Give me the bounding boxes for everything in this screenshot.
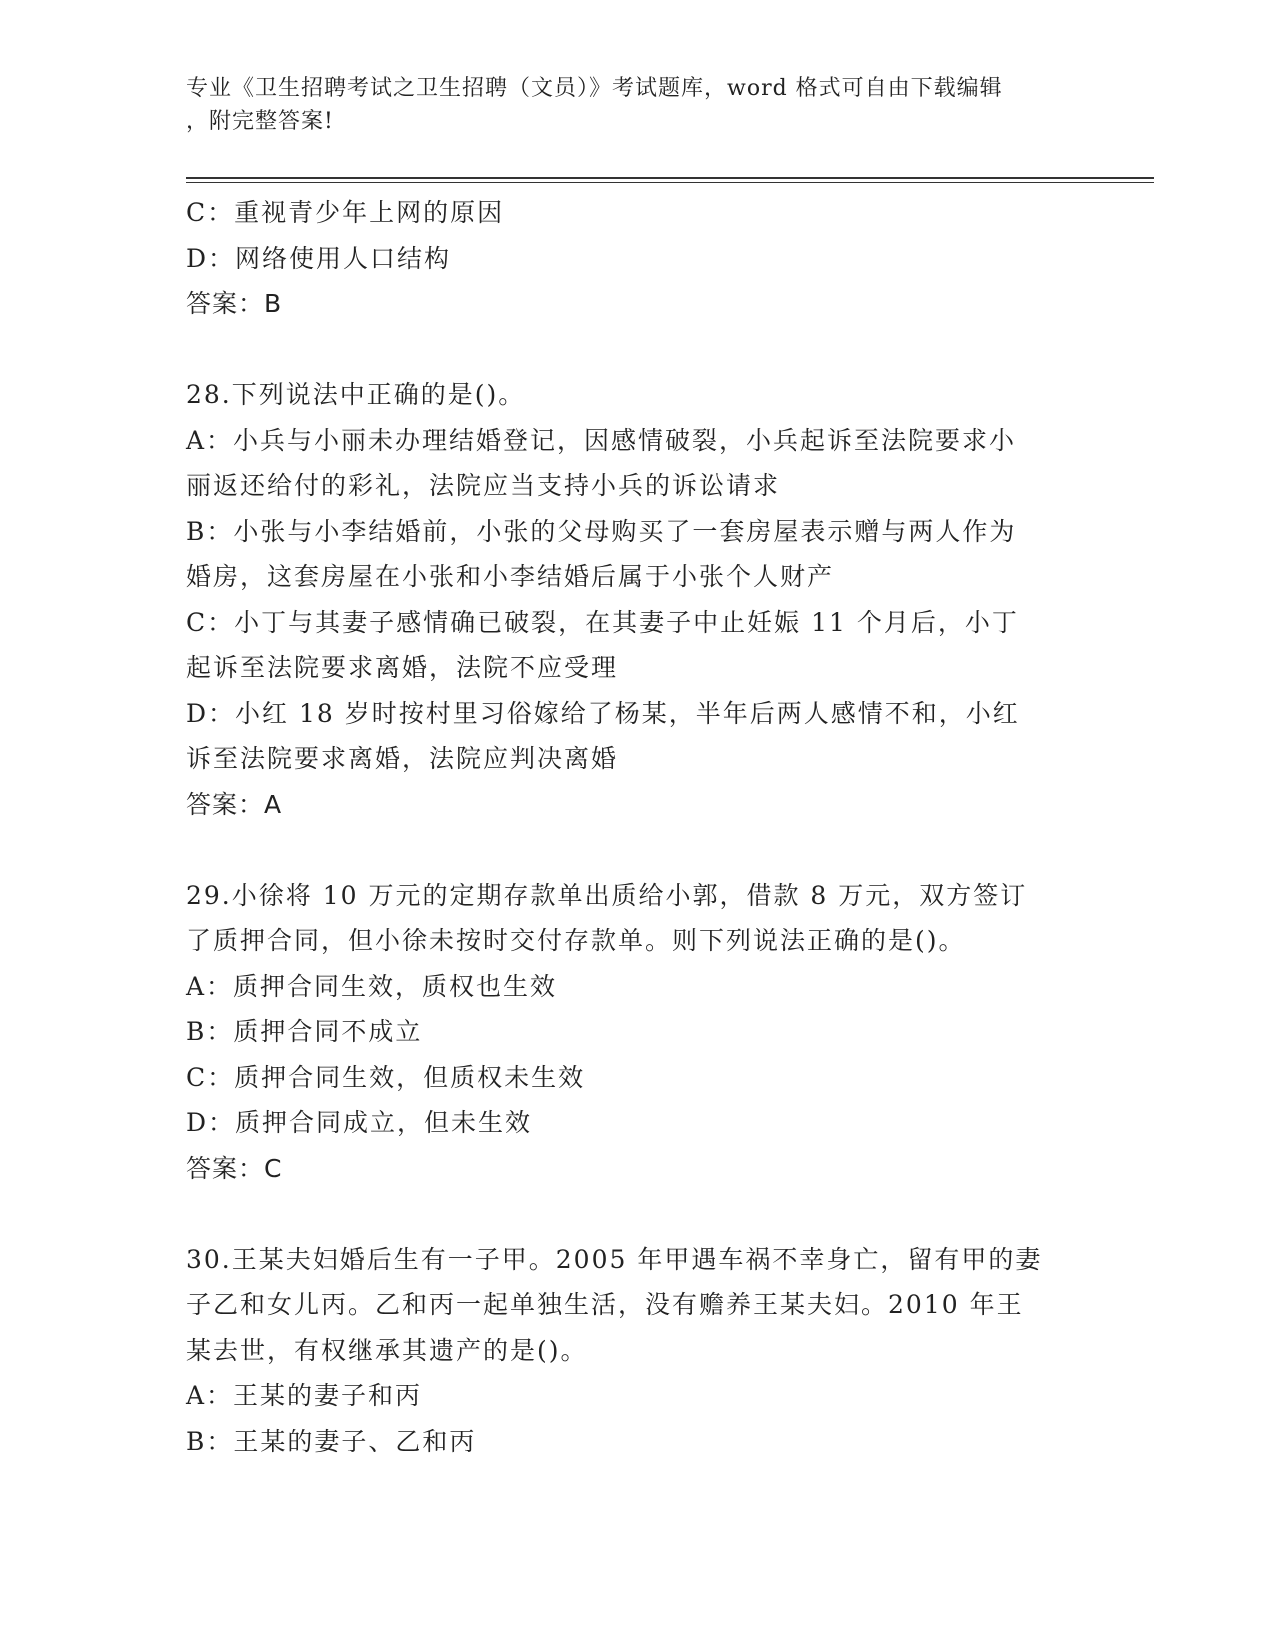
- option-c-line-1: C：小丁与其妻子感情确已破裂，在其妻子中止妊娠 11 个月后，小丁: [186, 607, 1019, 637]
- option-d: D：质押合同成立，但未生效: [186, 1108, 533, 1137]
- option-d-line-1: D：小红 18 岁时按村里习俗嫁给了杨某，半年后两人感情不和，小红: [186, 698, 1020, 728]
- option-a: A：王某的妻子和丙: [186, 1381, 423, 1410]
- question-30: [186, 1237, 1086, 1465]
- option-d: D：网络使用人口结构: [186, 243, 452, 273]
- spacer: [186, 827, 1086, 873]
- page-header: [186, 72, 1086, 138]
- answer-label: 答案：B: [186, 289, 283, 318]
- header-divider-thin: [186, 182, 1154, 183]
- option-c: C：重视青少年上网的原因: [186, 198, 505, 227]
- option-a-line-2: 丽返还给付的彩礼，法院应当支持小兵的诉讼请求: [186, 471, 781, 500]
- answer-label: 答案：C: [186, 1153, 283, 1183]
- question-stem-line-1: 29.小徐将 10 万元的定期存款单出质给小郭，借款 8 万元，双方签订: [186, 880, 1028, 910]
- question-stem-line-3: 某去世，有权继承其遗产的是()。: [186, 1335, 588, 1365]
- option-b: B：质押合同不成立: [186, 1017, 423, 1046]
- question-stem: 28.下列说法中正确的是()。: [186, 380, 526, 409]
- question-27-tail: [186, 190, 1086, 327]
- header-line-1: 专业《卫生招聘考试之卫生招聘（文员）》考试题库，word 格式可自由下载编辑: [186, 76, 1003, 101]
- option-b: B：王某的妻子、乙和丙: [186, 1426, 477, 1456]
- option-a-line-1: A：小兵与小丽未办理结婚登记，因感情破裂，小兵起诉至法院要求小: [186, 425, 1017, 455]
- spacer: [186, 1191, 1086, 1237]
- option-d-line-2: 诉至法院要求离婚，法院应判决离婚: [186, 744, 619, 773]
- question-29: [186, 873, 1086, 1192]
- question-28: [186, 372, 1086, 827]
- answer-label: 答案：A: [186, 789, 283, 819]
- question-stem-line-2: 了质押合同，但小徐未按时交付存款单。则下列说法正确的是()。: [186, 926, 966, 955]
- question-stem-line-1: 30.王某夫妇婚后生有一子甲。2005 年甲遇车祸不幸身亡，留有甲的妻: [186, 1244, 1043, 1274]
- option-b-line-2: 婚房，这套房屋在小张和小李结婚后属于小张个人财产: [186, 562, 835, 591]
- spacer: [186, 327, 1086, 373]
- option-c-line-2: 起诉至法院要求离婚，法院不应受理: [186, 653, 619, 682]
- question-list: [186, 190, 1086, 1464]
- header-divider-thick: [186, 177, 1154, 179]
- option-b-line-1: B：小张与小李结婚前，小张的父母购买了一套房屋表示赠与两人作为: [186, 516, 1017, 546]
- option-a: A：质押合同生效，质权也生效: [186, 971, 558, 1001]
- question-stem-line-2: 子乙和女儿丙。乙和丙一起单独生活，没有赡养王某夫妇。2010 年王: [186, 1290, 1024, 1319]
- header-line-2: ，附完整答案!: [186, 109, 334, 134]
- option-c: C：质押合同生效，但质权未生效: [186, 1062, 586, 1092]
